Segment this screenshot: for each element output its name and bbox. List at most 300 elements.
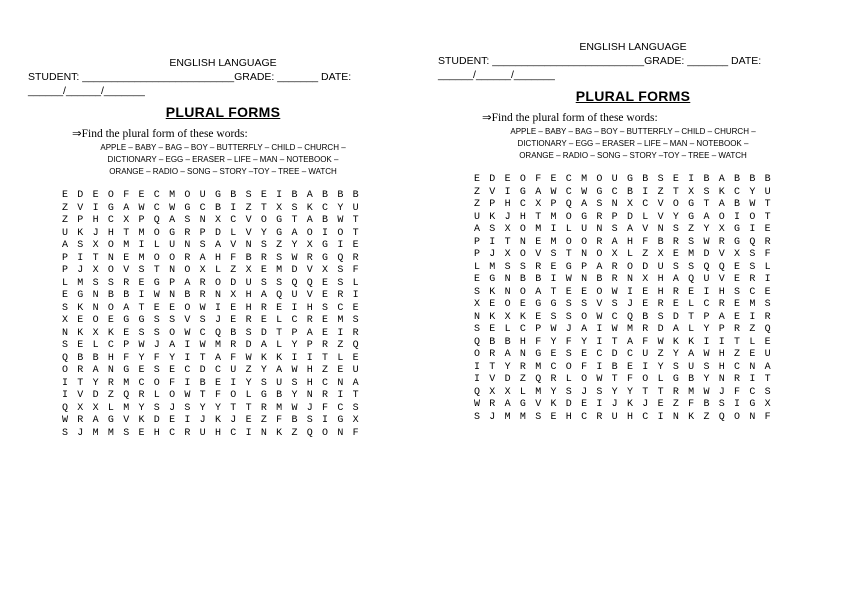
- grid-letter: P: [474, 236, 481, 248]
- grid-letter: H: [657, 274, 664, 285]
- grid-letter: A: [291, 227, 298, 239]
- grid-letter: K: [306, 202, 313, 214]
- grid-letter: S: [153, 402, 160, 414]
- grid-letter: F: [764, 249, 771, 260]
- grid-letter: C: [322, 202, 329, 214]
- grid-letter: Z: [688, 224, 695, 235]
- grid-letter: O: [184, 302, 191, 314]
- grid-letter: C: [581, 411, 588, 423]
- grid-letter: H: [92, 215, 99, 226]
- grid-letter: M: [550, 211, 557, 223]
- grid-letter: I: [596, 336, 603, 348]
- grid-letter: I: [474, 361, 481, 373]
- grid-letter: T: [535, 211, 542, 223]
- grid-letter: R: [642, 324, 649, 335]
- grid-letter: E: [489, 299, 496, 310]
- grid-letter: K: [107, 327, 114, 339]
- grid-letter: V: [77, 390, 84, 401]
- grid-letter: Z: [337, 340, 344, 351]
- grid-letter: L: [62, 277, 69, 289]
- grid-letter: Y: [611, 386, 618, 398]
- grid-letter: C: [230, 215, 237, 226]
- grid-letter: O: [153, 227, 160, 239]
- grid-letter: V: [489, 374, 496, 385]
- grid-letter: B: [77, 352, 84, 364]
- grid-letter: E: [642, 286, 649, 298]
- grid-letter: T: [276, 327, 283, 339]
- grid-letter: U: [611, 411, 618, 423]
- grid-letter: D: [214, 227, 221, 239]
- grid-letter: Q: [474, 386, 481, 398]
- grid-letter: H: [107, 227, 114, 239]
- grid-letter: R: [519, 361, 526, 373]
- grid-letter: A: [672, 274, 679, 285]
- grid-letter: S: [153, 315, 160, 326]
- grid-letter: U: [474, 211, 481, 223]
- grid-row: [474, 312, 828, 325]
- grid-letter: A: [688, 349, 695, 360]
- grid-letter: V: [718, 274, 725, 285]
- grid-letter: Z: [291, 427, 298, 439]
- grid-letter: P: [62, 265, 69, 276]
- grid-letter: P: [550, 199, 557, 210]
- grid-letter: X: [718, 224, 725, 235]
- grid-letter: X: [611, 249, 618, 260]
- grid-letter: R: [611, 274, 618, 285]
- grid-letter: G: [489, 274, 496, 285]
- grid-letter: O: [749, 211, 756, 223]
- grid-letter: E: [581, 349, 588, 360]
- grid-letter: O: [734, 411, 741, 423]
- grid-letter: F: [565, 336, 572, 348]
- grid-letter: N: [519, 349, 526, 360]
- grid-letter: R: [734, 324, 741, 335]
- grid-letter: T: [688, 311, 695, 323]
- grid-letter: G: [550, 299, 557, 310]
- grid-letter: K: [77, 302, 84, 314]
- grid-letter: O: [672, 199, 679, 210]
- grid-letter: K: [688, 411, 695, 423]
- grid-letter: W: [611, 286, 618, 298]
- grid-letter: T: [123, 227, 130, 239]
- grid-letter: Z: [657, 186, 664, 198]
- grid-letter: Q: [62, 402, 69, 414]
- grid-letter: E: [123, 327, 130, 339]
- grid-letter: V: [184, 315, 191, 326]
- grid-letter: I: [504, 186, 511, 198]
- grid-letter: E: [230, 315, 237, 326]
- grid-letter: S: [489, 224, 496, 235]
- grid-row: [62, 415, 418, 428]
- grid-letter: K: [519, 311, 526, 323]
- grid-row: [62, 278, 418, 291]
- grid-letter: U: [764, 186, 771, 198]
- grid-letter: F: [169, 377, 176, 389]
- grid-letter: D: [626, 211, 633, 223]
- grid-letter: J: [565, 324, 572, 335]
- grid-letter: Y: [550, 336, 557, 348]
- grid-letter: R: [672, 286, 679, 298]
- grid-letter: Y: [672, 349, 679, 360]
- grid-letter: T: [657, 386, 664, 398]
- grid-letter: B: [245, 252, 252, 264]
- grid-letter: S: [672, 224, 679, 235]
- grid-letter: I: [626, 286, 633, 298]
- grid-letter: U: [230, 365, 237, 376]
- grid-letter: O: [596, 286, 603, 298]
- grid-letter: D: [153, 415, 160, 426]
- grid-row: [474, 237, 828, 250]
- grid-letter: C: [107, 340, 114, 351]
- grid-row: [62, 215, 418, 228]
- grid-letter: O: [519, 174, 526, 185]
- grid-letter: Q: [276, 290, 283, 301]
- grid-letter: O: [565, 211, 572, 223]
- grid-letter: O: [214, 277, 221, 289]
- grid-letter: M: [276, 402, 283, 414]
- grid-letter: A: [92, 415, 99, 426]
- grid-letter: Q: [718, 261, 725, 273]
- grid-letter: A: [260, 290, 267, 301]
- grid-letter: S: [260, 277, 267, 289]
- grid-letter: O: [596, 249, 603, 260]
- grid-letter: N: [611, 199, 618, 210]
- grid-letter: Z: [749, 324, 756, 335]
- grid-letter: Q: [62, 352, 69, 364]
- word-list-line: ORANGE – RADIO – SONG – STORY –TOY – TREE – WATCH: [109, 167, 337, 176]
- grid-letter: P: [718, 324, 725, 335]
- grid-letter: E: [322, 327, 329, 339]
- grid-letter: X: [322, 265, 329, 276]
- grid-letter: D: [657, 324, 664, 335]
- grid-letter: I: [596, 324, 603, 335]
- grid-letter: Y: [703, 324, 710, 335]
- grid-letter: R: [322, 340, 329, 351]
- word-search-grid: [438, 174, 828, 424]
- grid-letter: D: [245, 340, 252, 351]
- grid-letter: E: [535, 311, 542, 323]
- grid-letter: E: [688, 286, 695, 298]
- grid-letter: Z: [276, 240, 283, 251]
- grid-letter: Y: [260, 365, 267, 376]
- grid-letter: Y: [749, 186, 756, 198]
- grid-letter: O: [184, 265, 191, 276]
- grid-letter: Z: [672, 399, 679, 410]
- grid-letter: N: [581, 274, 588, 285]
- grid-letter: N: [107, 365, 114, 376]
- grid-letter: L: [626, 249, 633, 260]
- grid-letter: R: [322, 390, 329, 401]
- grid-letter: G: [596, 186, 603, 198]
- instruction-text: ⇒Find the plural form of these words:: [72, 128, 248, 140]
- grid-letter: C: [550, 361, 557, 373]
- grid-letter: B: [352, 190, 359, 201]
- grid-letter: R: [199, 277, 206, 289]
- grid-letter: Y: [672, 211, 679, 223]
- grid-letter: R: [260, 402, 267, 414]
- grid-letter: M: [276, 265, 283, 276]
- grid-letter: A: [504, 349, 511, 360]
- grid-letter: H: [306, 365, 313, 376]
- grid-letter: X: [626, 199, 633, 210]
- grid-letter: E: [260, 315, 267, 326]
- grid-letter: N: [596, 224, 603, 235]
- grid-row: [62, 253, 418, 266]
- grid-letter: C: [230, 427, 237, 439]
- grid-letter: V: [642, 224, 649, 235]
- grid-letter: B: [199, 377, 206, 389]
- grid-letter: P: [611, 211, 618, 223]
- grid-letter: V: [245, 227, 252, 239]
- grid-letter: R: [535, 261, 542, 273]
- grid-letter: X: [276, 202, 283, 214]
- grid-letter: E: [734, 299, 741, 310]
- grid-letter: Z: [245, 365, 252, 376]
- grid-letter: I: [489, 236, 496, 248]
- grid-letter: J: [489, 411, 496, 423]
- grid-letter: X: [352, 415, 359, 426]
- grid-letter: H: [718, 361, 725, 373]
- grid-letter: S: [337, 277, 344, 289]
- grid-letter: O: [322, 427, 329, 439]
- grid-letter: C: [626, 349, 633, 360]
- grid-letter: I: [749, 224, 756, 235]
- grid-letter: N: [626, 274, 633, 285]
- grid-letter: H: [519, 211, 526, 223]
- grid-letter: O: [184, 190, 191, 201]
- grid-letter: R: [337, 290, 344, 301]
- grid-letter: I: [734, 399, 741, 410]
- grid-row: [474, 374, 828, 387]
- grid-letter: Z: [734, 349, 741, 360]
- grid-letter: P: [535, 324, 542, 335]
- grid-letter: W: [245, 352, 252, 364]
- grid-letter: I: [337, 327, 344, 339]
- grid-letter: T: [764, 199, 771, 210]
- grid-letter: C: [749, 386, 756, 398]
- grid-letter: E: [764, 224, 771, 235]
- grid-letter: Q: [337, 252, 344, 264]
- grid-letter: G: [77, 290, 84, 301]
- grid-letter: T: [153, 265, 160, 276]
- grid-letter: S: [764, 386, 771, 398]
- grid-letter: G: [626, 174, 633, 185]
- grid-letter: A: [92, 365, 99, 376]
- grid-letter: E: [322, 290, 329, 301]
- grid-letter: X: [92, 402, 99, 414]
- grid-letter: S: [749, 261, 756, 273]
- grid-letter: E: [138, 427, 145, 439]
- grid-letter: A: [169, 340, 176, 351]
- grid-letter: X: [474, 299, 481, 310]
- grid-letter: O: [230, 390, 237, 401]
- grid-letter: R: [260, 252, 267, 264]
- grid-letter: I: [138, 290, 145, 301]
- grid-letter: X: [657, 249, 664, 260]
- grid-letter: L: [749, 336, 756, 348]
- grid-letter: I: [337, 240, 344, 251]
- grid-letter: R: [306, 252, 313, 264]
- grid-letter: G: [565, 261, 572, 273]
- grid-letter: R: [672, 386, 679, 398]
- grid-letter: O: [169, 327, 176, 339]
- grid-letter: T: [230, 402, 237, 414]
- grid-letter: X: [489, 386, 496, 398]
- grid-letter: C: [107, 215, 114, 226]
- grid-letter: E: [626, 361, 633, 373]
- grid-row: [474, 274, 828, 287]
- grid-letter: Y: [245, 377, 252, 389]
- grid-letter: N: [474, 311, 481, 323]
- grid-letter: J: [92, 227, 99, 239]
- grid-letter: S: [474, 286, 481, 298]
- grid-letter: E: [77, 340, 84, 351]
- grid-letter: Z: [62, 202, 69, 214]
- grid-letter: C: [169, 427, 176, 439]
- grid-letter: I: [749, 374, 756, 385]
- grid-letter: R: [764, 236, 771, 248]
- instruction-text: ⇒Find the plural form of these words:: [482, 112, 658, 124]
- grid-letter: Q: [718, 411, 725, 423]
- grid-letter: N: [245, 240, 252, 251]
- grid-letter: I: [749, 311, 756, 323]
- grid-letter: D: [489, 174, 496, 185]
- grid-letter: K: [77, 227, 84, 239]
- grid-letter: I: [337, 390, 344, 401]
- grid-letter: O: [718, 211, 725, 223]
- grid-letter: G: [672, 374, 679, 385]
- grid-letter: B: [626, 186, 633, 198]
- grid-letter: W: [703, 386, 710, 398]
- grid-letter: B: [611, 361, 618, 373]
- grid-letter: E: [672, 174, 679, 185]
- course-title: ENGLISH LANGUAGE: [169, 57, 277, 69]
- grid-letter: B: [230, 327, 237, 339]
- grid-letter: S: [291, 377, 298, 389]
- grid-letter: J: [214, 315, 221, 326]
- grid-letter: T: [764, 211, 771, 223]
- grid-letter: U: [169, 240, 176, 251]
- grid-letter: X: [123, 215, 130, 226]
- grid-letter: T: [138, 302, 145, 314]
- grid-letter: F: [153, 352, 160, 364]
- grid-letter: E: [749, 349, 756, 360]
- grid-letter: Q: [749, 236, 756, 248]
- grid-letter: X: [245, 265, 252, 276]
- grid-letter: C: [153, 190, 160, 201]
- grid-letter: E: [550, 349, 557, 360]
- grid-letter: N: [169, 265, 176, 276]
- grid-letter: S: [474, 324, 481, 335]
- grid-row: [474, 324, 828, 337]
- grid-letter: W: [550, 186, 557, 198]
- grid-letter: K: [489, 286, 496, 298]
- grid-letter: I: [77, 252, 84, 264]
- grid-letter: M: [337, 315, 344, 326]
- word-list: [28, 142, 418, 178]
- grid-letter: I: [62, 377, 69, 389]
- page-title: PLURAL FORMS: [575, 88, 691, 104]
- word-list-line: DICTIONARY – EGG – ERASER – LIFE – MAN – NOTEBOOK –: [517, 139, 749, 148]
- grid-letter: H: [519, 336, 526, 348]
- grid-letter: I: [718, 336, 725, 348]
- grid-letter: N: [504, 274, 511, 285]
- grid-letter: R: [107, 377, 114, 389]
- grid-letter: O: [169, 252, 176, 264]
- word-search-grid: [28, 190, 418, 440]
- grid-letter: A: [214, 240, 221, 251]
- grid-letter: U: [352, 202, 359, 214]
- grid-letter: S: [749, 249, 756, 260]
- grid-letter: T: [291, 215, 298, 226]
- grid-letter: I: [184, 377, 191, 389]
- grid-letter: M: [519, 411, 526, 423]
- word-list-line: DICTIONARY – EGG – ERASER – LIFE – MAN – NOTEBOOK –: [107, 155, 339, 164]
- grid-letter: U: [611, 174, 618, 185]
- grid-letter: W: [565, 274, 572, 285]
- word-list-line: APPLE – BABY – BAG – BOY – BUTTERFLY – CHILD – CHURCH –: [100, 143, 346, 152]
- grid-letter: S: [337, 265, 344, 276]
- grid-letter: S: [550, 249, 557, 260]
- grid-letter: O: [596, 174, 603, 185]
- grid-letter: X: [306, 240, 313, 251]
- grid-letter: Q: [153, 215, 160, 226]
- grid-letter: U: [688, 361, 695, 373]
- grid-letter: F: [535, 336, 542, 348]
- grid-letter: I: [230, 202, 237, 214]
- grid-letter: C: [153, 202, 160, 214]
- grid-row: [474, 212, 828, 225]
- grid-letter: G: [276, 227, 283, 239]
- grid-letter: T: [611, 336, 618, 348]
- grid-letter: I: [688, 174, 695, 185]
- grid-letter: J: [611, 399, 618, 410]
- grid-letter: F: [123, 352, 130, 364]
- grid-letter: G: [184, 202, 191, 214]
- grid-letter: O: [306, 227, 313, 239]
- grid-letter: F: [276, 415, 283, 426]
- grid-letter: V: [535, 249, 542, 260]
- grid-letter: C: [734, 361, 741, 373]
- grid-letter: Z: [474, 186, 481, 198]
- grid-letter: E: [550, 411, 557, 423]
- grid-letter: L: [688, 299, 695, 310]
- grid-letter: A: [474, 224, 481, 235]
- grid-letter: G: [123, 365, 130, 376]
- grid-letter: F: [214, 390, 221, 401]
- grid-letter: B: [291, 190, 298, 201]
- grid-letter: W: [550, 324, 557, 335]
- grid-letter: Y: [703, 374, 710, 385]
- grid-letter: E: [260, 265, 267, 276]
- grid-letter: I: [474, 374, 481, 385]
- grid-letter: N: [657, 224, 664, 235]
- grid-letter: D: [199, 365, 206, 376]
- grid-letter: U: [642, 349, 649, 360]
- grid-letter: O: [581, 374, 588, 385]
- grid-letter: N: [672, 411, 679, 423]
- grid-letter: Y: [581, 336, 588, 348]
- grid-letter: M: [489, 261, 496, 273]
- grid-letter: S: [138, 265, 145, 276]
- grid-letter: F: [626, 374, 633, 385]
- grid-letter: O: [107, 240, 114, 251]
- grid-letter: X: [504, 249, 511, 260]
- grid-letter: S: [291, 202, 298, 214]
- grid-letter: S: [611, 299, 618, 310]
- grid-letter: R: [123, 277, 130, 289]
- grid-row: [62, 328, 418, 341]
